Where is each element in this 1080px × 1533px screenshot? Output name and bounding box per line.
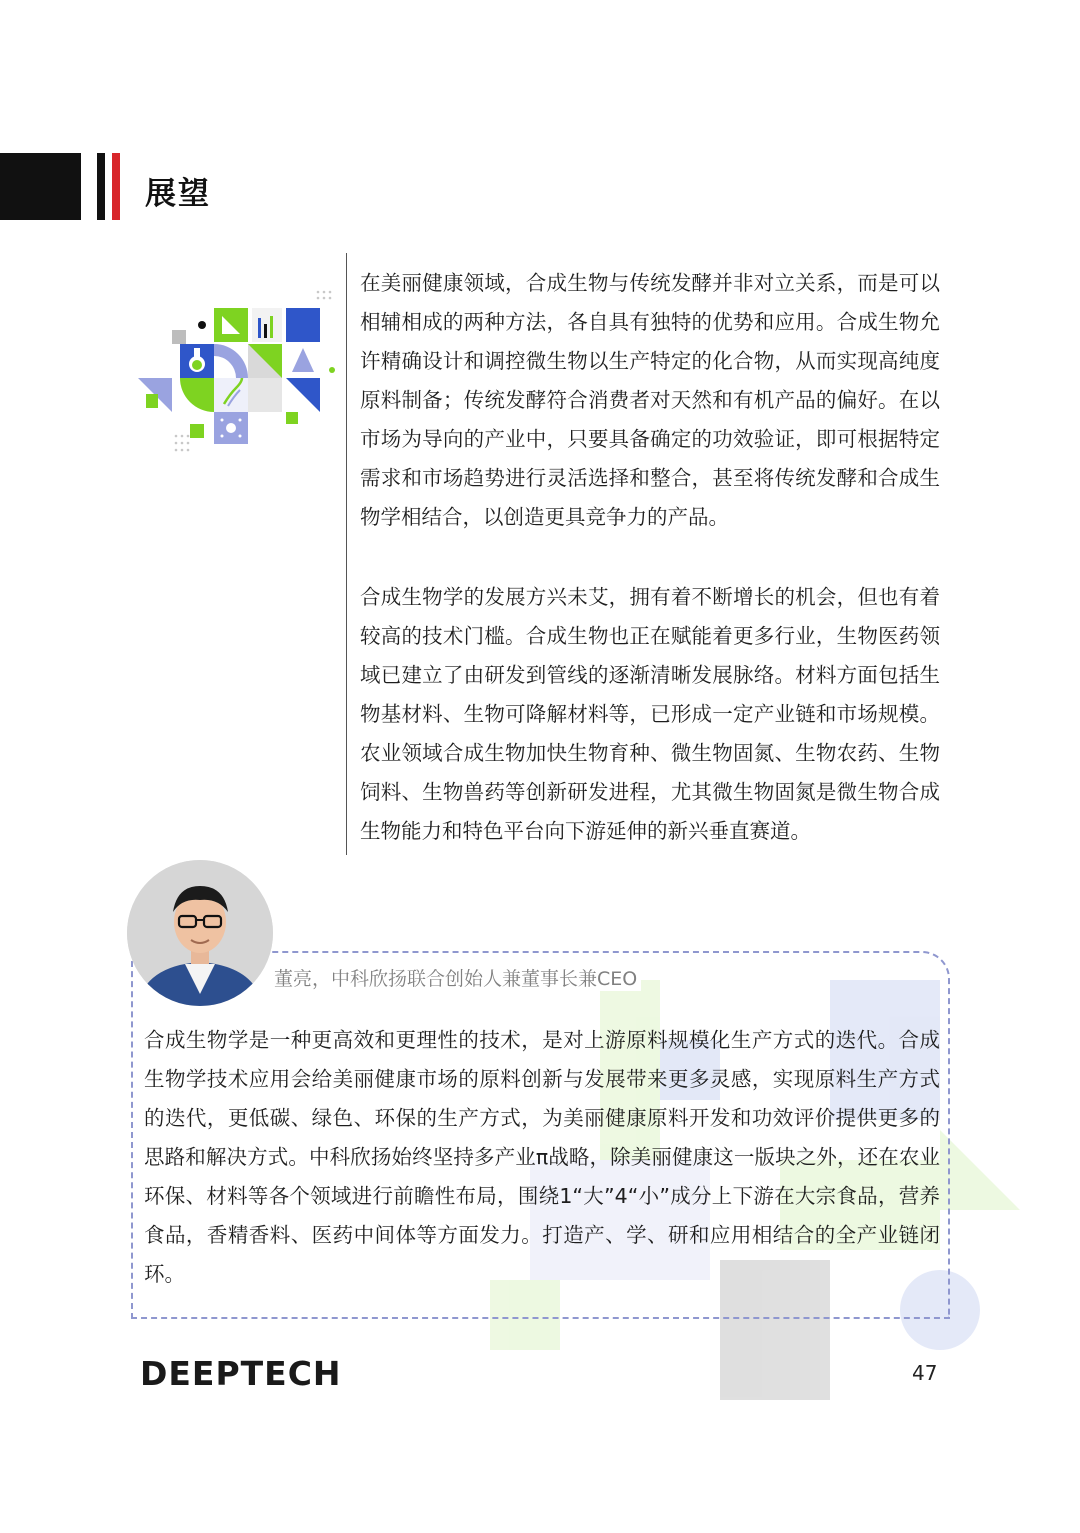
body-paragraph-1: 在美丽健康领域，合成生物与传统发酵并非对立关系，而是可以相辅相成的两种方法，各自具有独特的优势和应用。合成生物允许精确设计和调控微生物以生产特定的化合物，从而实现高纯度原料制备；传统发酵符合消费者对天然和有机产品的偏好。在以市场为导向的产业中，只要具备确定的功效验证，即可根据特定需求和市场趋势进行灵活选择和整合，甚至将传统发酵和合成生物学相结合，以创造更具竞争力的产品。	[360, 271, 940, 529]
avatar	[127, 860, 273, 1006]
header-red-bar	[112, 153, 120, 220]
page-number: 47	[912, 1361, 938, 1385]
quote-attribution: 董亮，中科欣扬联合创始人兼董事长兼CEO	[274, 964, 641, 991]
section-title: 展望	[145, 176, 211, 212]
vertical-divider	[346, 253, 347, 855]
header-black-block	[0, 153, 81, 220]
header-black-bar	[97, 153, 105, 220]
deeptech-logo: DEEPTECH	[140, 1354, 342, 1393]
body-paragraph-2: 合成生物学的发展方兴未艾，拥有着不断增长的机会，但也有着较高的技术门槛。合成生物也正在赋能着更多行业，生物医药领域已建立了由研发到管线的逐渐清晰发展脉络。材料方面包括生物基材料、生物可降解材料等，已形成一定产业链和市场规模。农业领域合成生物加快生物育种、微生物固氮、生物农药、生物饲料、生物兽药等创新研发进程，尤其微生物固氮是微生物合成生物能力和特色平台向下游延伸的新兴垂直赛道。	[360, 585, 940, 843]
quote-text: 合成生物学是一种更高效和更理性的技术，是对上游原料规模化生产方式的迭代。合成生物学技术应用会给美丽健康市场的原料创新与发展带来更多灵感，实现原料生产方式的迭代，更低碳、绿色、环保的生产方式，为美丽健康原料开发和功效评价提供更多的思路和解决方式。中科欣扬始终坚持多产业π战略，除美丽健康这一版块之外，还在农业环保、材料等各个领域进行前瞻性布局，围绕1“大”4“小”成分上下游在大宗食品，营养食品，香精香料、医药中间体等方面发力。打造产、学、研和应用相结合的全产业链闭环。	[144, 1028, 940, 1286]
science-illustration	[132, 286, 344, 456]
person-portrait-icon	[127, 860, 273, 1006]
